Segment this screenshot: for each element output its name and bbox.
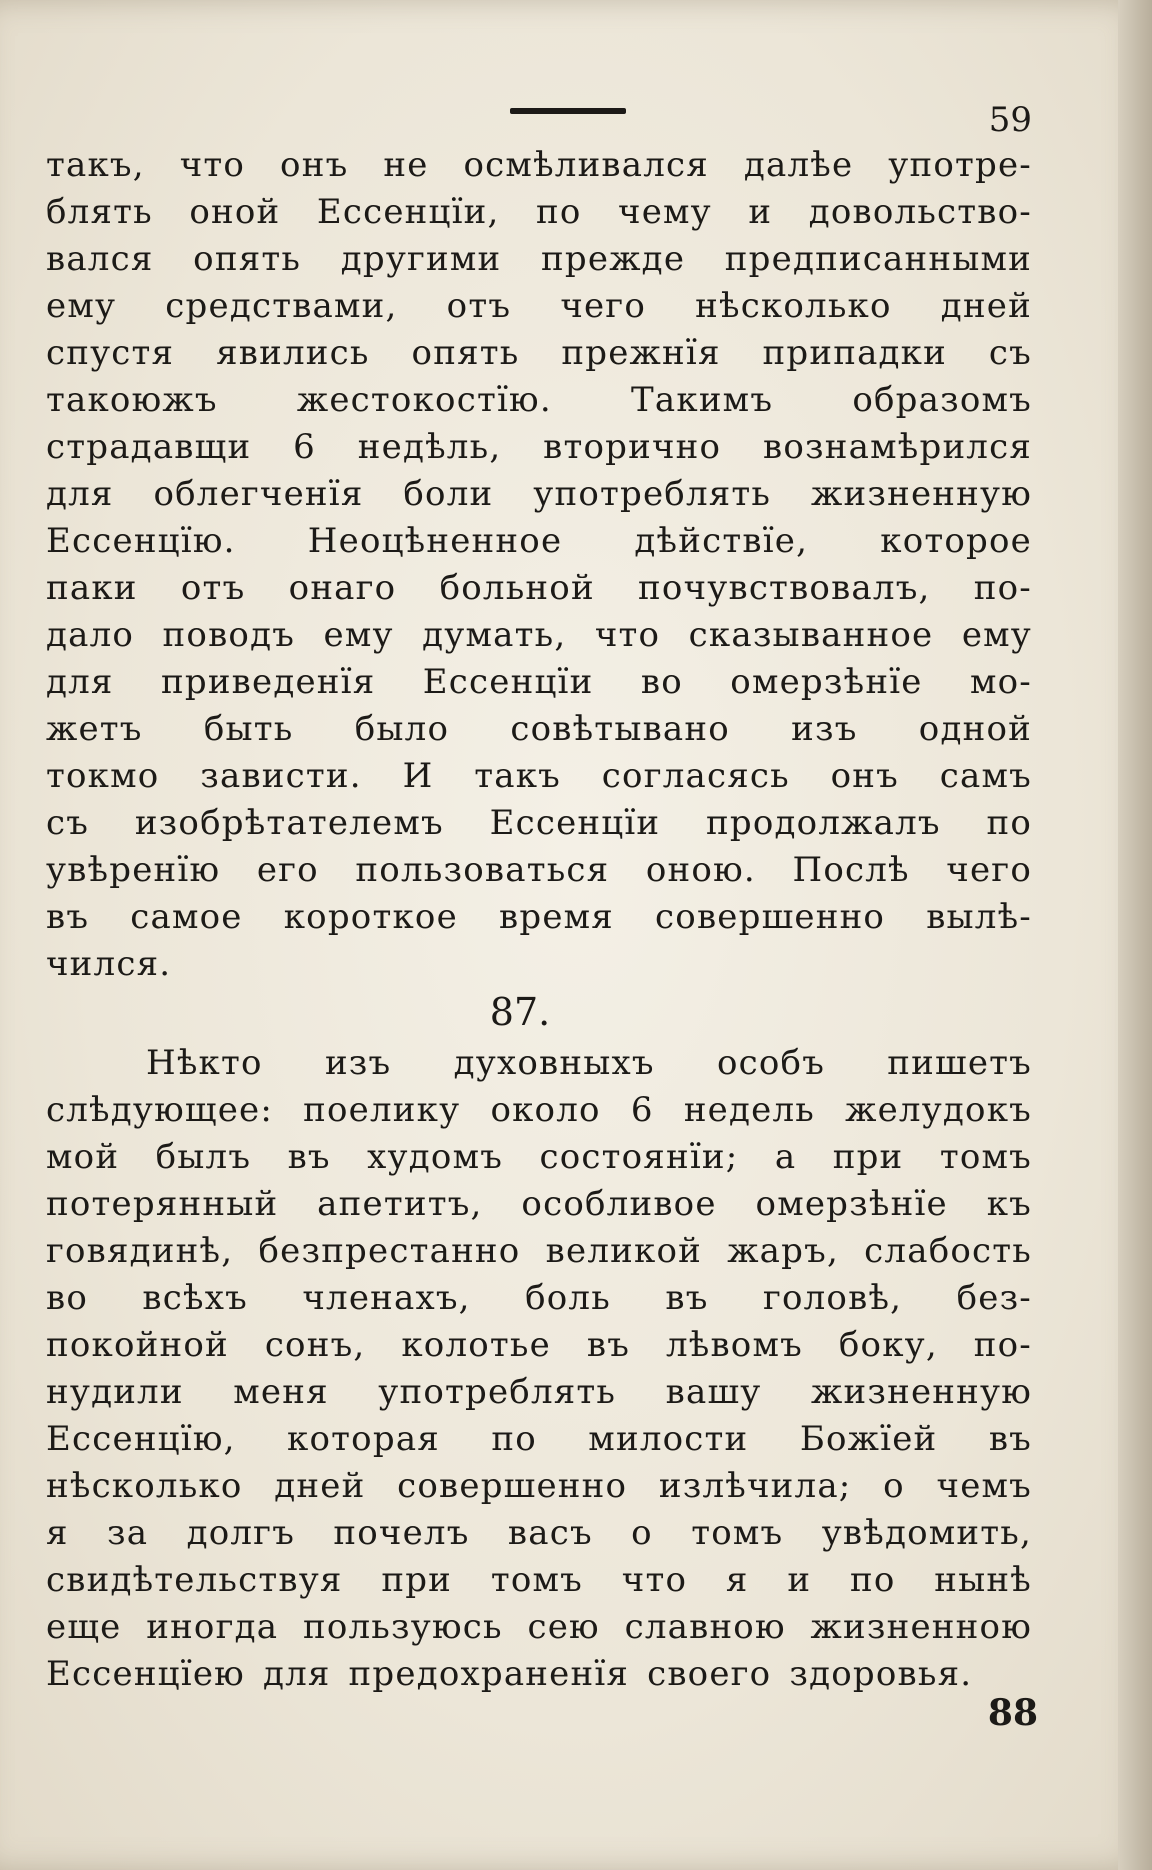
text-line: въ самое короткое время совершенно вылѣ- (46, 897, 1032, 937)
text-line: спустя явились опять прежнїя припадки съ (46, 333, 1032, 373)
text-line: дало поводъ ему думать, что сказыванное ему (46, 615, 1032, 655)
text-line: во всѣхъ членахъ, боль въ головѣ, без- (46, 1278, 1032, 1318)
text-line: блять оной Ессенцїи, по чему и довольство- (46, 192, 1032, 232)
text-line: ему средствами, отъ чего нѣсколько дней (46, 286, 1032, 326)
text-line: для облегченїя боли употреблять жизненную (46, 474, 1032, 514)
text-line: такоюжъ жестокостїю. Такимъ образомъ (46, 380, 1032, 420)
text-line: токмо зависти. И такъ согласясь онъ самъ (46, 756, 1032, 796)
text-line: жетъ быть было совѣтывано изъ одной (46, 709, 1032, 749)
catchword: 88 (987, 1692, 1038, 1734)
header-rule (510, 108, 626, 114)
text-line: нѣсколько дней совершенно излѣчила; о чемъ (46, 1466, 1032, 1506)
text-line: мой былъ въ худомъ состоянїи; а при томъ (46, 1137, 1032, 1177)
text-line: покойной сонъ, колотье въ лѣвомъ боку, по- (46, 1325, 1032, 1365)
text-line: страдавщи 6 недѣль, вторично вознамѣрился (46, 427, 1032, 467)
paragraph-1 (46, 142, 1032, 988)
text-line: слѣдующее: поелику около 6 недель желудокъ (46, 1090, 1032, 1130)
text-line: нудили меня употреблять вашу жизненную (46, 1372, 1032, 1412)
text-line: чился. (46, 944, 172, 984)
text-line: съ изобрѣтателемъ Ессенцїи продолжалъ по (46, 803, 1032, 843)
text-line: паки отъ онаго больной почувствовалъ, по- (46, 568, 1032, 608)
text-line: вался опять другими прежде предписанными (46, 239, 1032, 279)
paragraph-2 (46, 1040, 1032, 1698)
text-line: Ессенцїю. Неоцѣненное дѣйствїе, которое (46, 521, 1032, 561)
text-line: свидѣтельствуя при томъ что я и по нынѣ (46, 1560, 1032, 1600)
text-line: Ессенцїю, которая по милости Божїей въ (46, 1419, 1032, 1459)
text-line: увѣренїю его пользоваться оною. Послѣ чего (46, 850, 1032, 890)
section-number: 87. (489, 990, 551, 1034)
text-line: такъ, что онъ не осмѣливался далѣе употре- (46, 145, 1032, 185)
text-line: я за долгъ почелъ васъ о томъ увѣдомить, (46, 1513, 1032, 1553)
text-line: Нѣкто изъ духовныхъ особъ пишетъ (146, 1043, 1032, 1083)
page-edge-shadow (1118, 0, 1152, 1870)
text-line: потерянный апетитъ, особливое омерзѣнїе къ (46, 1184, 1032, 1224)
text-line: Ессенцїею для предохраненїя своего здоровья. (46, 1654, 973, 1694)
page-number: 59 (988, 100, 1032, 140)
text-line: для приведенїя Ессенцїи во омерзѣнїе мо- (46, 662, 1032, 702)
text-line: еще иногда пользуюсь сею славною жизненною (46, 1607, 1032, 1647)
text-line: говядинѣ, безпрестанно великой жаръ, слабость (46, 1231, 1032, 1271)
